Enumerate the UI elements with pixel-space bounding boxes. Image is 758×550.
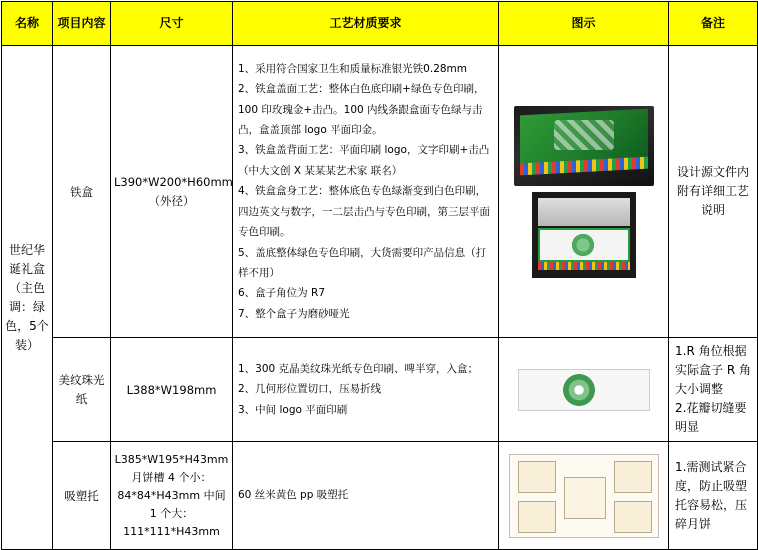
header-row xyxy=(2,2,758,46)
header-illustration: 图示 xyxy=(499,2,669,46)
item-tin-box: 铁盒 xyxy=(53,46,111,338)
requirement-line: 6、盒子角位为 R7 xyxy=(238,287,325,300)
blister-tray-image xyxy=(499,442,669,550)
requirement-line: 1、采用符合国家卫生和质量标准银光铁0.28mm xyxy=(238,62,468,75)
requirements-pearl-paper xyxy=(233,338,499,442)
note-line: 1.R 角位根据实际盒子 R 角大小调整 xyxy=(675,344,751,396)
tin-box-images xyxy=(499,46,669,338)
requirement-line: 60 丝米黄色 pp 吸塑托 xyxy=(238,489,349,502)
header-item: 项目内容 xyxy=(53,2,111,46)
requirement-line: 2、铁盒盖面工艺：整体白色底印刷+绿色专色印刷，100 印玫瑰金+击凸。100 内线条跟盒面专色绿与击凸，盒盖顶部 logo 平面印金。 xyxy=(238,83,485,137)
pearl-paper-photo xyxy=(518,369,650,411)
note-pearl-paper xyxy=(669,338,758,442)
requirement-line: 7、整个盒子为磨砂哑光 xyxy=(238,307,350,320)
size-tin-box: L390*W200*H60mm（外径） xyxy=(111,46,233,338)
header-requirements: 工艺材质要求 xyxy=(233,2,499,46)
requirement-line: 3、铁盒盖背面工艺：平面印刷 logo，文字印刷+击凸（中大文创 X 某某某艺术家 联名） xyxy=(238,144,490,177)
note-tin-box: 设计源文件内附有详细工艺说明 xyxy=(669,46,758,338)
size-pearl-paper: L388*W198mm xyxy=(111,338,233,442)
blister-tray-diagram xyxy=(509,454,659,538)
requirement-line: 4、铁盒盒身工艺：整体底色专色绿渐变到白色印刷，四边英文与数字，一二层击凸与专色印刷，第三层平面专色印刷。 xyxy=(238,185,490,239)
pearl-paper-image xyxy=(499,338,669,442)
header-size: 尺寸 xyxy=(111,2,233,46)
note-line: 2.花瓣切缝要明显 xyxy=(675,401,747,434)
requirement-line: 2、几何形位置切口，压易折线 xyxy=(238,383,382,396)
item-pearl-paper: 美纹珠光纸 xyxy=(53,338,111,442)
requirement-line: 3、中间 logo 平面印刷 xyxy=(238,403,348,416)
requirement-line: 5、盖底整体绿色专色印刷，大货需要印产品信息（打样不用） xyxy=(238,246,487,279)
header-note: 备注 xyxy=(669,2,758,46)
tin-box-open-photo xyxy=(532,192,636,278)
product-name: 世纪华诞礼盒（主色调：绿色，5个装） xyxy=(2,46,53,550)
requirements-blister-tray xyxy=(233,442,499,550)
requirements-tin-box xyxy=(233,46,499,338)
note-blister-tray: 1.需测试紧合度，防止吸塑托容易松，压碎月饼 xyxy=(669,442,758,550)
header-name: 名称 xyxy=(2,2,53,46)
item-blister-tray: 吸塑托 xyxy=(53,442,111,550)
table-row xyxy=(2,46,758,338)
tin-box-photo xyxy=(514,106,654,186)
spec-table xyxy=(1,1,758,550)
requirement-line: 1、300 克晶美纹珠光纸专色印刷、啤半穿，入盒； xyxy=(238,362,479,375)
size-blister-tray: L385*W195*H43mm 月饼槽 4 个小：84*84*H43mm 中间 1 个大：111*111*H43mm xyxy=(111,442,233,550)
table-row xyxy=(2,338,758,442)
table-row xyxy=(2,442,758,550)
